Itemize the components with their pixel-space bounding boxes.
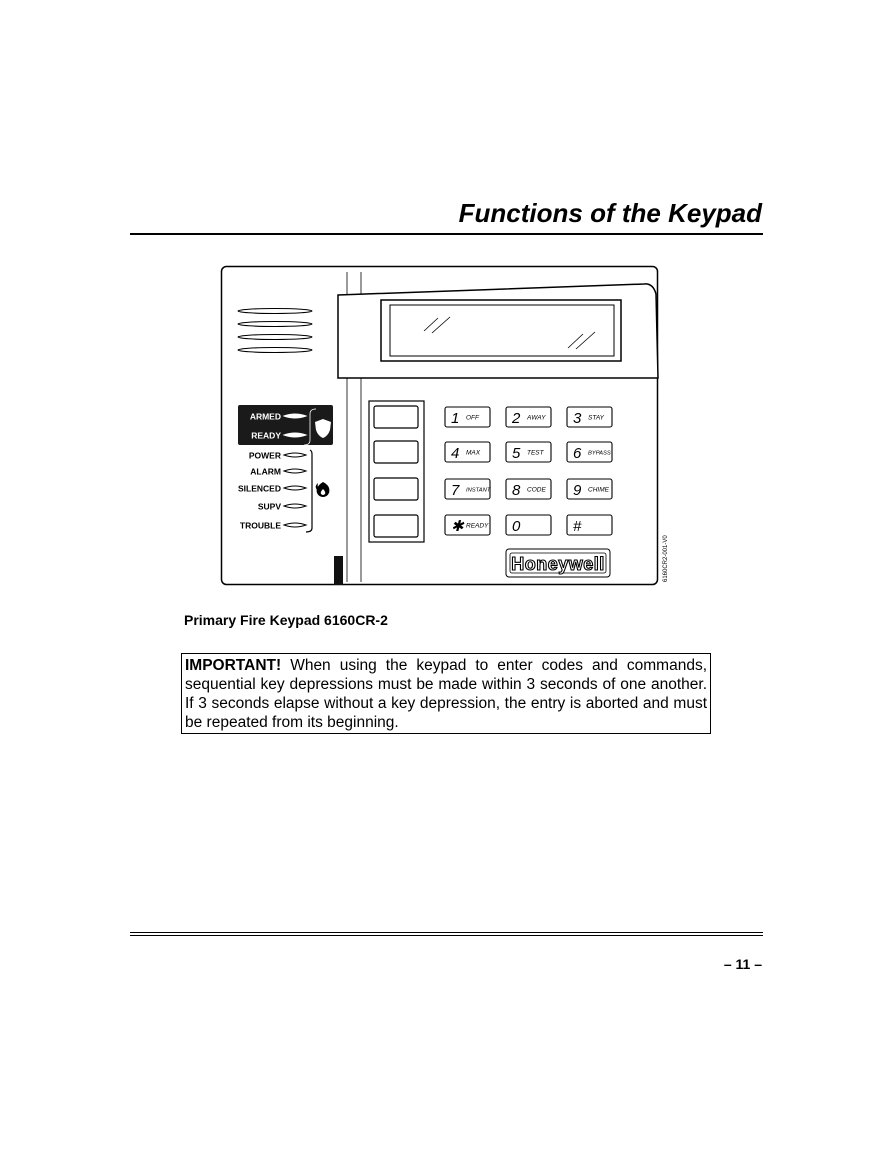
keypad-illustration	[220, 264, 672, 590]
title-rule	[130, 233, 763, 235]
key-0[interactable]	[506, 515, 551, 535]
key-bypass[interactable]	[567, 442, 612, 462]
figure-caption: Primary Fire Keypad 6160CR-2	[184, 612, 388, 628]
led-lamp	[284, 433, 306, 437]
key-code[interactable]	[506, 479, 551, 499]
led-label: READY	[251, 430, 281, 441]
key-off[interactable]	[445, 407, 490, 427]
led-lamp	[284, 523, 306, 527]
key-function: MAX	[466, 449, 481, 457]
key-number: 1	[451, 410, 460, 427]
key-function: STAY	[588, 414, 605, 422]
key-number: 9	[573, 482, 582, 499]
drawing-id: 6160CR2-001-V0	[663, 535, 669, 582]
function-key[interactable]	[374, 478, 418, 500]
key-number: 4	[451, 445, 460, 462]
led-label: ARMED	[249, 411, 281, 422]
key-function: CHIME	[588, 486, 609, 494]
key-test[interactable]	[506, 442, 551, 462]
important-text: When using the keypad to enter codes and commands, sequential key depressions must be made within 3 seconds of one another. If 3 seconds elapse without a key depression, the entry is aborted and must be repeated from its beginning.	[185, 657, 707, 731]
led-label: ALARM	[250, 466, 281, 477]
key-stay[interactable]	[567, 407, 612, 427]
page-title: Functions of the Keypad	[458, 198, 762, 228]
function-key[interactable]	[374, 406, 418, 428]
key-pound[interactable]	[567, 515, 612, 535]
key-away[interactable]	[506, 407, 551, 427]
led-label: SUPV	[257, 501, 281, 512]
key-instant[interactable]	[445, 479, 491, 499]
key-max[interactable]	[445, 442, 490, 462]
key-number: 6	[573, 445, 582, 462]
led-lamp	[284, 486, 306, 490]
key-number: #	[573, 518, 582, 535]
key-function: BYPASS	[588, 450, 611, 457]
bottom-tab	[334, 556, 343, 585]
key-function: READY	[466, 522, 489, 530]
key-number: 5	[512, 445, 521, 462]
key-number: 8	[512, 482, 521, 499]
led-lamp	[284, 414, 306, 418]
function-key[interactable]	[374, 515, 418, 537]
key-chime[interactable]	[567, 479, 612, 499]
key-function: INSTANT	[466, 487, 491, 494]
key-function: AWAY	[527, 414, 546, 422]
led-lamp	[284, 504, 306, 508]
key-function: OFF	[466, 414, 479, 422]
led-label: SILENCED	[238, 483, 281, 494]
led-label: TROUBLE	[239, 520, 281, 531]
led-lamp	[284, 453, 306, 457]
function-key[interactable]	[374, 441, 418, 463]
lcd-screen	[390, 305, 614, 356]
important-notice	[181, 653, 711, 734]
led-label: POWER	[248, 450, 281, 461]
key-number: 0	[512, 518, 521, 535]
key-number: ✱	[451, 518, 464, 535]
page-number: – 11 –	[723, 956, 762, 972]
key-number: 7	[451, 482, 460, 499]
important-label: IMPORTANT!	[185, 657, 282, 674]
key-number: 2	[512, 410, 521, 427]
brand-logo: Honeywell	[511, 554, 605, 574]
key-number: 3	[573, 410, 582, 427]
footer-rule	[130, 932, 763, 936]
key-function: TEST	[527, 449, 544, 457]
key-function: CODE	[527, 486, 546, 494]
led-lamp	[284, 469, 306, 473]
key-ready[interactable]	[445, 515, 490, 535]
